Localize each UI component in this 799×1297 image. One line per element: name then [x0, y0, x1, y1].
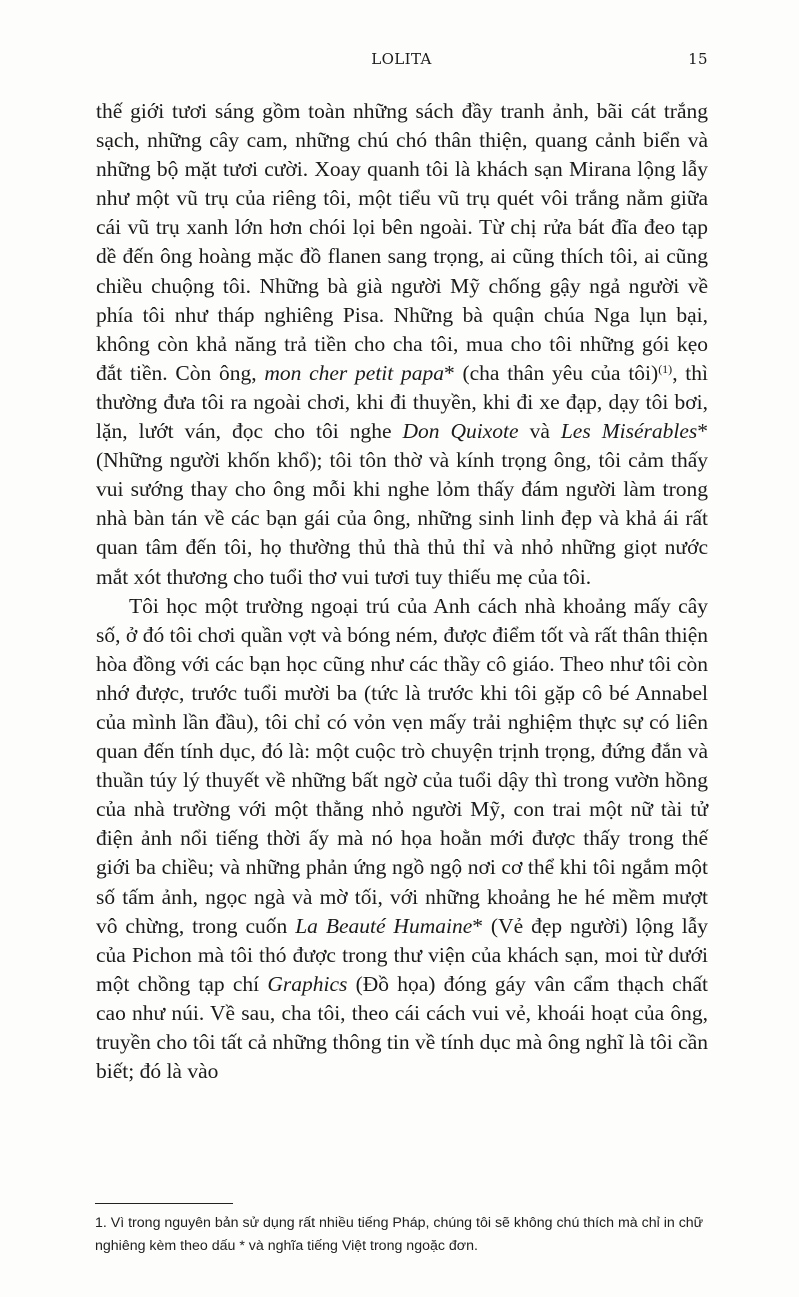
- paragraph-1-italic-don-quixote: Don Quixote: [402, 419, 519, 444]
- footnote: 1. Vì trong nguyên bản sử dụng rất nhiều tiếng Pháp, chúng tôi sẽ không chú thích mà chỉ in chữ nghiêng kèm theo dấu * và nghĩa tiếng Việt trong ngoặc đơn.: [95, 1215, 704, 1254]
- paragraph-1-italic-mon-cher-petit-papa: mon cher petit papa: [264, 360, 444, 385]
- page-number: 15: [688, 50, 708, 68]
- running-title: LOLITA: [371, 50, 432, 68]
- paragraph-1-text-d: và: [518, 419, 561, 444]
- paragraph-1-italic-les-miserables: Les Misérables: [560, 419, 698, 444]
- running-header: [95, 50, 708, 74]
- footnote-divider: [95, 1203, 233, 1204]
- paragraph-2-text-c: (Đồ họa) đóng gáy vân cẩm thạch chất cao như núi. Về sau, cha tôi, theo cái cách vui vẻ, khoái hoạt của ông, truyền cho tôi tất cả những thông tin về tính dục mà ông nghĩ là tôi cần biết; đó là vào: [96, 971, 708, 1084]
- paragraph-1: [96, 97, 708, 592]
- paragraph-1-text-a: thế giới tươi sáng gồm toàn những sách đầy tranh ảnh, bãi cát trắng sạch, những cây cam, những chú chó thân thiện, quang cảnh biển và những bộ mặt tươi cười. Xoay quanh tôi là khách sạn Mirana lộng lẫy như một vũ trụ của riêng tôi, một tiểu vũ trụ quét vôi trắng nằm giữa cái vũ trụ xanh lớn hơn chói lọi bên ngoài. Từ chị rửa bát đĩa đeo tạp dề đến ông hoàng mặc đồ flanen sang trọng, ai cũng thích tôi, ai cũng chiều chuộng tôi. Những bà già người Mỹ chống gậy ngả người về phía tôi như tháp nghiêng Pisa. Những bà quận chúa Nga lụn bại, không còn khả năng trả tiền cho cha tôi, mua cho tôi những gói kẹo đắt tiền. Còn ông,: [96, 99, 708, 385]
- paragraph-1-text-b: * (cha thân yêu của tôi): [443, 360, 659, 385]
- paragraph-1-text-e: * (Những người khốn khổ); tôi tôn thờ và kính trọng ông, tôi cảm thấy vui sướng thay cho ông mỗi khi nghe lỏm thấy đám người làm trong nhà bàn tán về các bạn gái của ông, những sinh linh đẹp và khả ái rất quan tâm đến tôi, họ thường thủ thà thủ thỉ và nhỏ những giọt nước mắt xót thương cho tuổi thơ vui tươi tuy thiếu mẹ của tôi.: [96, 419, 708, 589]
- paragraph-2-italic-graphics: Graphics: [267, 971, 348, 996]
- paragraph-2: [96, 592, 708, 1087]
- paragraph-2-text-b: * (Vẻ đẹp người) lộng lẫy của Pichon mà tôi thó được trong thư viện của khách sạn, moi từ dưới một chồng tạp chí: [96, 913, 709, 996]
- paragraph-2-text-a: Tôi học một trường ngoại trú của Anh cách nhà khoảng mấy cây số, ở đó tôi chơi quần vợt và bóng ném, được điểm tốt và rất thân thiện hòa đồng với các bạn học cũng như các thầy cô giáo. Theo như tôi còn nhớ được, trước tuổi mười ba (tức là trước khi tôi gặp cô bé Annabel của mình lần đầu), tôi chỉ có vỏn vẹn mấy trải nghiệm thực sự có liên quan đến tính dục, đó là: một cuộc trò chuyện trịnh trọng, đứng đắn và thuần túy lý thuyết về những bất ngờ của tuổi dậy thì trong vườn hồng của nhà trường với một thằng nhỏ người Mỹ, con trai một nữ tài tử điện ảnh nổi tiếng thời ấy mà nó họa hoằn mới được thấy trong thế giới ba chiều; và những phản ứng ngồ ngộ nơi cơ thể khi tôi ngắm một số tấm ảnh, ngọc ngà và mờ tối, với những khoảng he hé mềm mượt vô chừng, trong cuốn: [96, 593, 708, 938]
- paragraph-1-text-c: , thì thường đưa tôi ra ngoài chơi, khi đi thuyền, khi đi xe đạp, dạy tôi bơi, lặn, lướt ván, đọc cho tôi nghe: [96, 360, 708, 444]
- footnote-reference: (1): [658, 361, 673, 376]
- paragraph-2-italic-la-beaute-humaine: La Beauté Humaine: [295, 913, 473, 938]
- body-text: [96, 97, 708, 1086]
